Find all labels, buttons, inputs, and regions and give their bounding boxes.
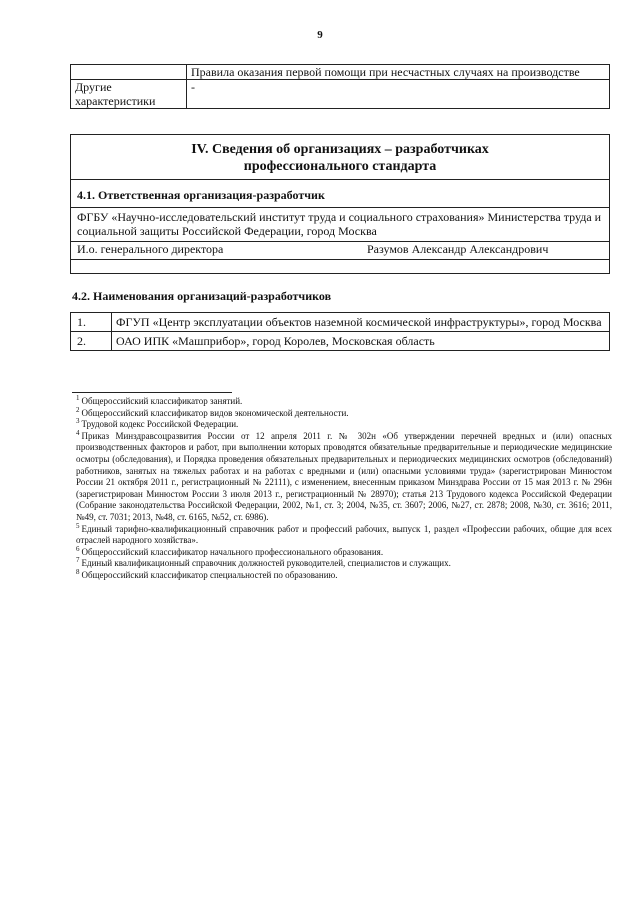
director-name: Разумов Александр Александрович — [367, 242, 549, 256]
director-row — [71, 241, 609, 259]
footnote-text: Общероссийский классификатор занятий. — [81, 396, 243, 406]
footnote — [76, 405, 612, 420]
developers-section-box — [70, 134, 610, 274]
page-number: 9 — [317, 29, 323, 41]
footnote-mark: 6 — [76, 544, 80, 553]
table-row — [71, 313, 610, 332]
table-cell-empty — [71, 65, 187, 80]
footnote-mark: 8 — [76, 567, 80, 576]
subsection-heading-4-1: 4.1. Ответственная организация-разработчик — [77, 188, 325, 202]
footnote — [76, 567, 612, 582]
responsible-organization: ФГБУ «Научно-исследовательский институт труда и социального страхования» Министерства труда и социальной защиты Российской Федерации, город Москва — [77, 210, 602, 238]
director-title: И.о. генерального директора — [77, 242, 224, 256]
footnote — [76, 419, 612, 431]
divider — [71, 259, 609, 260]
footnote — [76, 428, 612, 524]
section-title-line2: профессионального стандарта — [243, 159, 437, 174]
table-cell-label: Другие характеристики — [71, 80, 187, 109]
footnote-mark: 7 — [76, 556, 80, 565]
table-row — [71, 65, 610, 80]
footnote-mark: 4 — [76, 428, 80, 437]
divider — [71, 179, 609, 180]
footnote-text: Трудовой кодекс Российской Федерации. — [81, 419, 239, 430]
table-row — [71, 80, 610, 109]
subsection-heading-4-2: 4.2. Наименования организаций-разработчиков — [72, 289, 332, 303]
footnote — [76, 558, 612, 570]
table-cell: Правила оказания первой помощи при несчастных случаях на производстве — [187, 65, 610, 80]
footnote-mark: 5 — [76, 521, 80, 530]
footnotes — [76, 396, 612, 582]
footnote-text: Единый тарифно-квалификационный справочник работ и профессий рабочих, выпуск 1, раздел «Профессии рабочих, общие для всех отраслей народного хозяйства». — [76, 523, 612, 546]
footnote — [76, 396, 612, 408]
footnote-separator — [72, 392, 232, 393]
characteristics-table — [70, 64, 610, 109]
row-number: 2. — [71, 332, 112, 351]
divider — [71, 207, 609, 208]
footnote — [76, 544, 612, 559]
table-row — [71, 332, 610, 351]
footnote-mark: 3 — [76, 417, 80, 426]
footnote-text: Общероссийский классификатор начального профессионального образования. — [81, 546, 384, 557]
developer-name: ОАО ИПК «Машприбор», город Королев, Московская область — [112, 332, 610, 351]
footnote-text: Общероссийский классификатор видов экономической деятельности. — [81, 407, 349, 418]
footnote-text: Единый квалификационный справочник должностей руководителей, специалистов и служащих. — [81, 558, 451, 569]
section-title — [71, 141, 609, 175]
developer-name: ФГУП «Центр эксплуатации объектов наземной космической инфраструктуры», город Москва — [112, 313, 610, 332]
developers-table — [70, 312, 610, 351]
footnote-text: Общероссийский классификатор специальностей по образованию. — [81, 569, 338, 580]
table-cell: - — [187, 80, 610, 109]
footnote-mark: 1 — [76, 394, 80, 402]
footnote-text: Приказ Минздравсоцразвития России от 12 апреля 2011 г. № 302н «Об утверждении перечней вредных и (или) опасных производственных факторов и работ, при выполнении которых проводятся обязательные предварительные и периодические медицинские осмотры (обследования), и Порядка проведения обязательных предварительных и периодических медицинских осмотров (обследований) работников, занятых на тяжелых работах и на работах с вредными и (или) опасными условиями труда» (зарегистрирован Минюстом России 21 октября 2011 г., регистрационный № 22111), с изменением, внесенным приказом Минздрава России от 15 мая 2013 г. № 296н (зарегистрирован Минюстом России 3 июля 2013 г., регистрационный № 28970); статья 213 Трудового кодекса Российской Федерации (Собрание законодательства Российской Федерации, 2002, №1, ст. 3; 2004, №35, ст. 3607; 2006, №27, ст. 2878; 2008, №30, ст. 3616; 2011, №49, ст. 7031; 2013, №48, ст. 6165, №52, ст. 6986). — [76, 430, 612, 522]
footnote — [76, 521, 612, 547]
footnote-mark: 2 — [76, 405, 80, 414]
row-number: 1. — [71, 313, 112, 332]
section-title-line1: IV. Сведения об организациях – разработчиках — [191, 142, 489, 157]
